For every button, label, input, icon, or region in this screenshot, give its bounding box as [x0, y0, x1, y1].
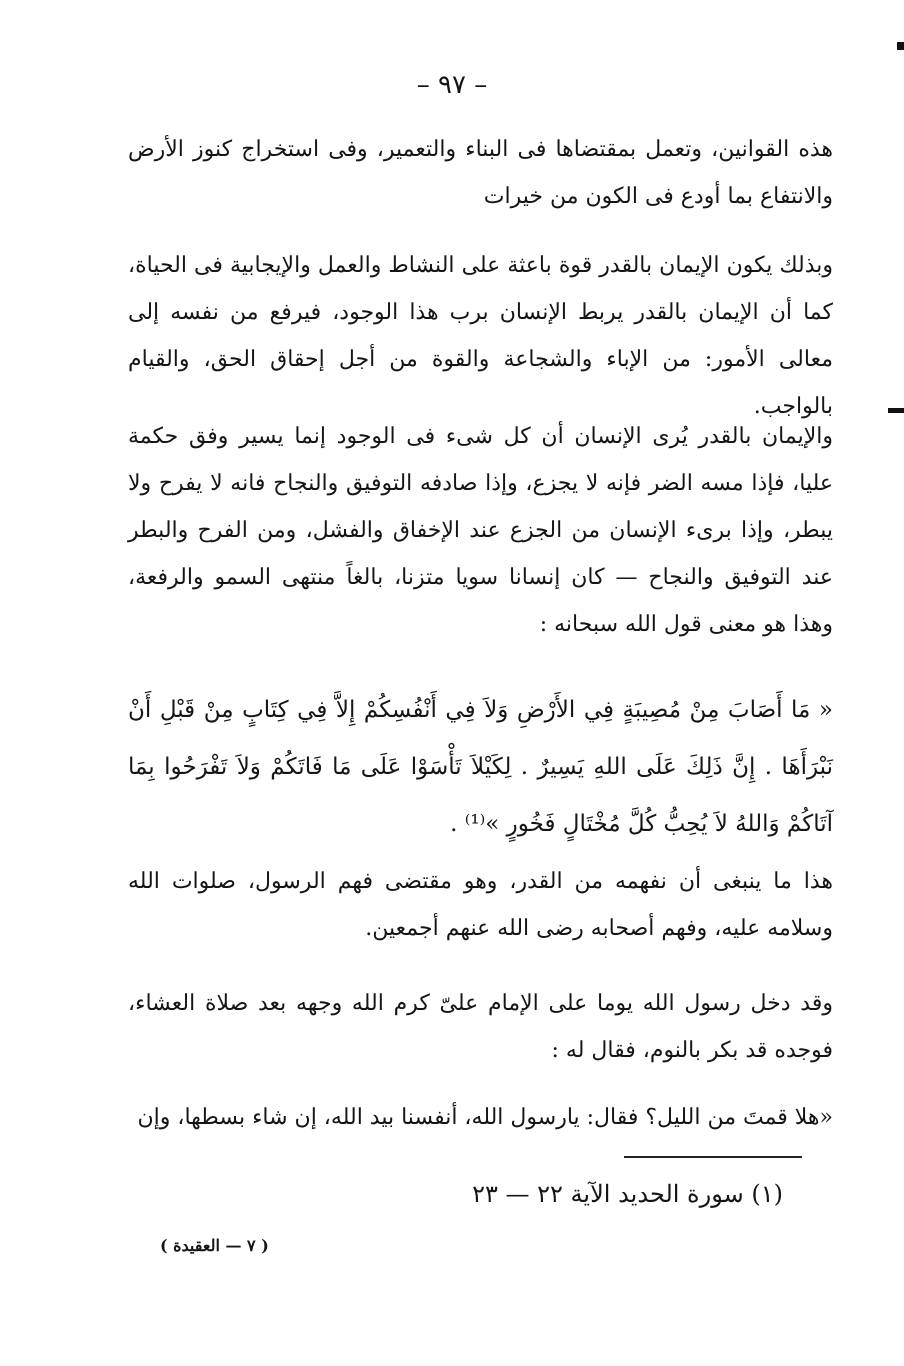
paragraph-text: هذه القوانين، وتعمل بمقتضاها فى البناء والتعمير، وفى استخراج كنوز الأرض والانتفاع بما أودع فى الكون من خيرات: [128, 137, 833, 209]
footnote: (١) سورة الحديد الآية ٢٢ — ٢٣: [472, 1180, 783, 1208]
paragraph-text: وقد دخل رسول الله يوما على الإمام علىّ كرم الله وجهه بعد صلاة العشاء، فوجده قد بكر بالنوم، فقال له :: [128, 991, 833, 1063]
paragraph-text: «هلا قمتَ من الليل؟ فقال: يارسول الله، أنفسنا بيد الله، إن شاء بسطها، وإن: [137, 1105, 833, 1130]
paragraph-text: هذا ما ينبغى أن نفهمه من القدر، وهو مقتضى فهم الرسول، صلوات الله وسلامه عليه، وفهم أصحابه رضى الله عنهم أجمعين.: [128, 869, 833, 941]
paragraph-text: وبذلك يكون الإيمان بالقدر قوة باعثة على النشاط والعمل والإيجابية فى الحياة، كما أن الإيمان بالقدر يربط الإنسان برب هذا الوجود، فيرفع من نفسه إلى معالى الأمور: من الإباء والشجاعة والقوة من أجل إحقاق الحق، والقيام بالواجب.: [128, 253, 833, 419]
paragraph-3: [128, 413, 833, 648]
scan-edge-mark: [888, 408, 904, 413]
quran-quote: [128, 682, 833, 853]
paragraph-2: [128, 242, 833, 430]
paragraph-6: [128, 1094, 833, 1141]
paragraph-1: [128, 126, 833, 220]
scan-edge-mark: [897, 42, 904, 50]
quote-text: « مَا أَصَابَ مِنْ مُصِيبَةٍ فِي الأَرْضِ وَلاَ فِي أَنْفُسِكُمْ إِلاَّ فِي كِتَابٍ مِنْ قَبْلِ أَنْ نَبْرَأَهَا . إِنَّ ذَلِكَ عَلَى اللهِ يَسِيرٌ . لِكَيْلاَ تَأْسَوْا عَلَى مَا فَاتَكُمْ وَلاَ تَفْرَحُوا بِمَا آتَاكُمْ وَاللهُ لاَ يُحِبُّ كُلَّ مُخْتَالٍ فَخُورٍ »⁽¹⁾ .: [128, 697, 833, 837]
paragraph-text: والإيمان بالقدر يُرى الإنسان أن كل شىء فى الوجود إنما يسير وفق حكمة عليا، فإذا مسه الضر فإنه لا يجزع، وإذا صادفه التوفيق والنجاح فانه لا يفرح ولا يبطر، وإذا برىء الإنسان من الجزع عند الإخفاق والفشل، ومن الفرح والبطر عند التوفيق والنجاح — كان إنسانا سويا متزنا، بالغاً منتهى السمو والرفعة، وهذا هو معنى قول الله سبحانه :: [128, 424, 833, 637]
paragraph-4: [128, 858, 833, 952]
signature-mark: ( ٧ — العقيدة ): [160, 1236, 269, 1255]
page-number: – ٩٧ –: [416, 70, 488, 100]
footnote-divider: [624, 1156, 802, 1158]
paragraph-5: [128, 980, 833, 1074]
